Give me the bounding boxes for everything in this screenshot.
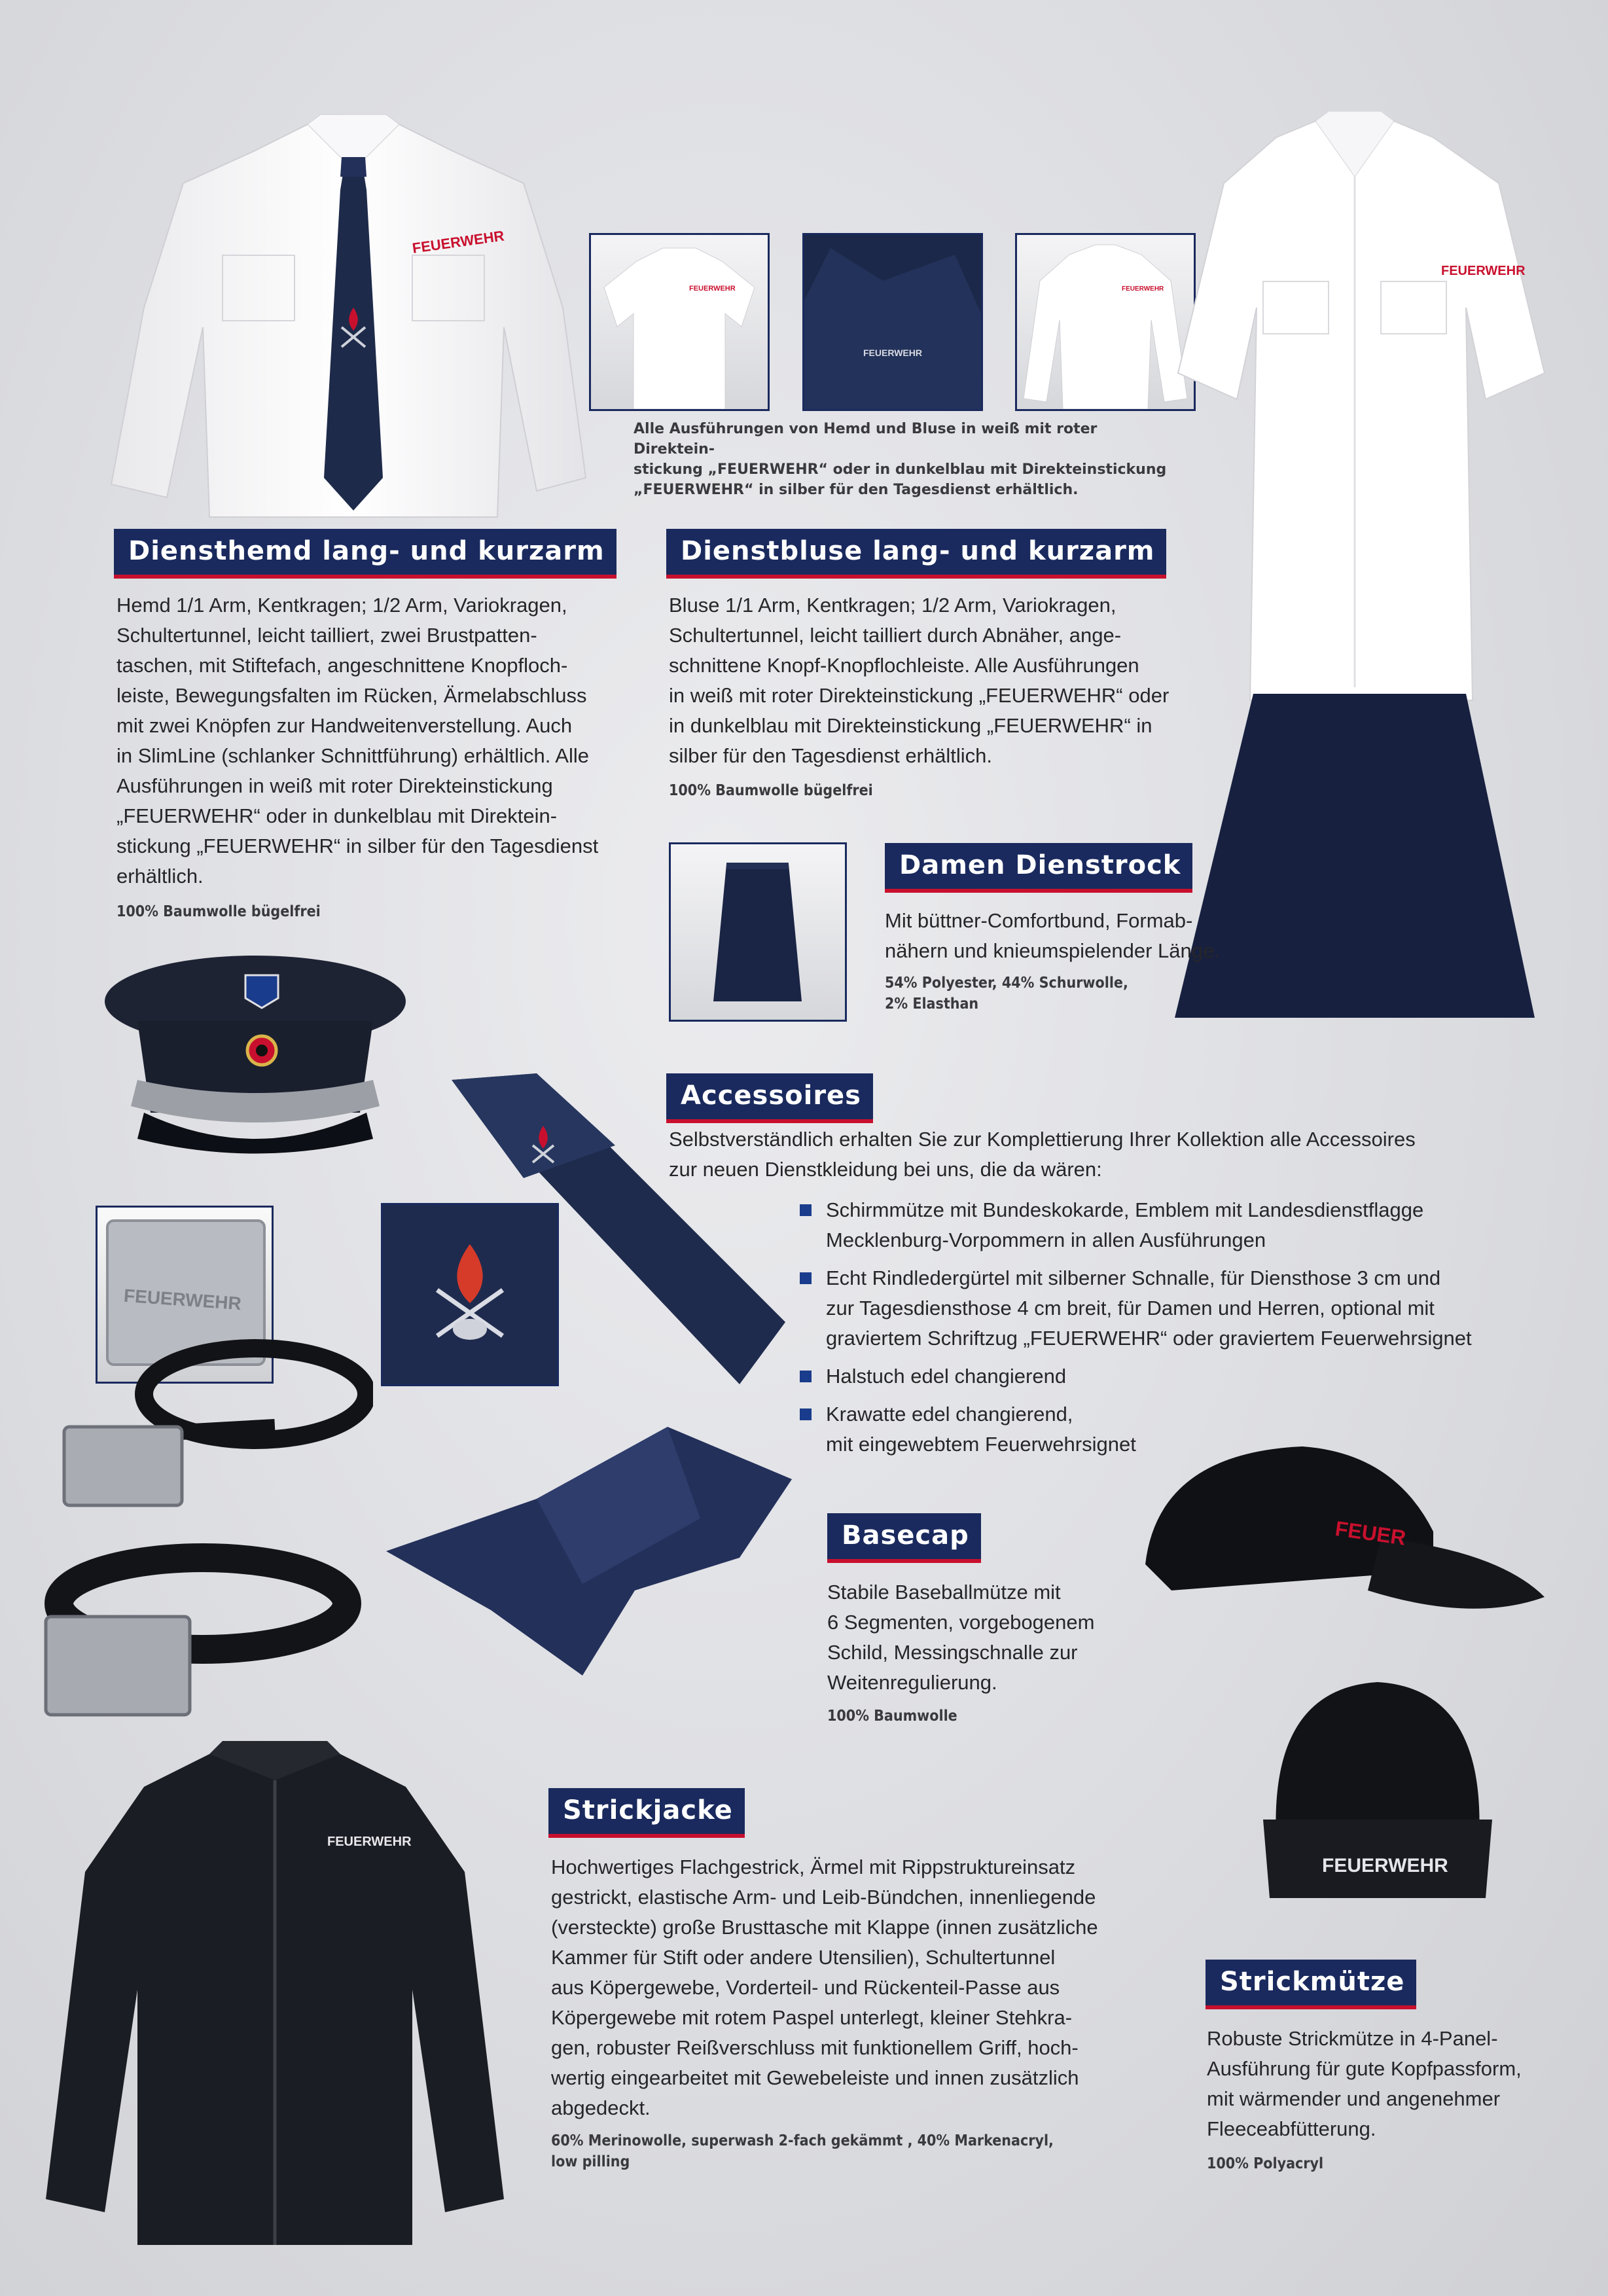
knit-jacket-photo [39, 1741, 510, 2258]
scarf-photo [386, 1427, 798, 1682]
list-item: Schirmmütze mit Bundeskokarde, Emblem mit Landesdienstflagge Mecklenburg-Vorpommern in allen Ausführungen [800, 1195, 1552, 1255]
knit-hat-photo [1250, 1676, 1505, 1911]
accessoires-list [800, 1195, 1552, 1467]
svg-text:FEUERWEHR: FEUERWEHR [327, 1835, 412, 1849]
diensthemd-material: 100% Baumwolle bügelfrei [116, 903, 321, 920]
bullet-icon [800, 1408, 812, 1420]
basecap-description: Stabile Baseballmütze mit 6 Segmenten, vorgebogenem Schild, Messingschnalle zur Weitenregulierung. [827, 1581, 1095, 1694]
knit-hat-embroidery: FEUERWEHR [1322, 1855, 1448, 1876]
svg-text:FEUERWEHR: FEUERWEHR [689, 285, 736, 293]
basecap-embroidery: FEUER [1333, 1516, 1408, 1550]
bullet-icon [800, 1204, 812, 1216]
peaked-cap-photo [98, 942, 412, 1165]
strickmuetze-title: Strickmütze [1206, 1960, 1416, 2009]
strickjacke-title: Strickjacke [548, 1788, 745, 1838]
list-item: Echt Rindledergürtel mit silberner Schnalle, für Diensthose 3 cm und zur Tagesdiensthose 4 cm breit, für Damen und Herren, optional mit graviertem Schriftzug „FEUERWEHR“ oder graviertem Feuerwehrsignet [800, 1263, 1552, 1354]
dienstrock-description: Mit büttner-Comfortbund, Formab- nähern und knieumspielender Länge. [885, 909, 1220, 962]
shirt-embroidery: FEUERWEHR [411, 227, 505, 257]
accessoires-intro: Selbstverständlich erhalten Sie zur Komplettierung Ihrer Kollektion alle Accessoires zur neuen Dienstkleidung bei uns, die da wären: [669, 1128, 1416, 1181]
skirt-thumb [669, 842, 847, 1022]
photo-caption: Alle Ausführungen von Hemd und Bluse in weiß mit roter Direktein- stickung „FEUERWEHR“ oder in dunkelblau mit Direkteinstickung „FEUERWEHR“ in silber für den Tagesdienst erhältlich. [634, 421, 1167, 498]
basecap-material: 100% Baumwolle [827, 1708, 957, 1725]
svg-text:FEUERWEHR: FEUERWEHR [1441, 264, 1526, 278]
basecap-photo [1132, 1440, 1551, 1649]
dienstbluse-material: 100% Baumwolle bügelfrei [669, 782, 873, 799]
dienstrock-title: Damen Dienstrock [885, 843, 1192, 893]
accessoires-title: Accessoires [666, 1073, 873, 1123]
thumb-short-sleeve-shirt [589, 233, 770, 411]
strickmuetze-description: Robuste Strickmütze in 4-Panel- Ausführung für gute Kopfpassform, mit wärmender und angenehmer Fleeceabfütterung. [1207, 2027, 1522, 2140]
list-item: Halstuch edel changierend [800, 1361, 1552, 1391]
svg-text:FEUERWEHR: FEUERWEHR [1122, 285, 1164, 293]
svg-text:FEUERWEHR: FEUERWEHR [863, 348, 922, 358]
strickjacke-description: Hochwertiges Flachgestrick, Ärmel mit Rippstruktureinsatz gestrickt, elastische Arm- und Leib-Bündchen, innenliegende (versteckte) große Brusttasche mit Klappe (innen zusätzliche Kammer für Stift oder andere Utensilien), Schultertunnel aus Köpergewebe, Vorderteil- und Rückenteil-Passe aus Köpergewebe mit rotem Paspel unterlegt, kleiner Stehkra- gen, robuster Reißverschluss mit funktionellem Griff, hoch- wertig eingearbeitet mit Gewebeleiste und innen zusätzlich abgedeckt. [551, 1856, 1098, 2119]
wide-belt-photo [39, 1532, 366, 1721]
belt-engraving: FEUERWEHR [123, 1285, 242, 1314]
dienstbluse-title: Dienstbluse lang- und kurzarm [666, 529, 1166, 579]
tie-emblem-thumb [381, 1203, 559, 1386]
dienstbluse-description: Bluse 1/1 Arm, Kentkragen; 1/2 Arm, Variokragen, Schultertunnel, leicht tailliert durch Abnäher, ange- schnittene Knopf-Knopflochleiste. Alle Ausführungen in weiß mit roter Direkteinstickung „FEUERWEHR“ oder in dunkelblau mit Direkteinstickung „FEUERWEHR“ in silber für den Tagesdienst erhältlich. [669, 594, 1170, 767]
belt-photo [59, 1329, 373, 1518]
diensthemd-title: Diensthemd lang- und kurzarm [114, 529, 616, 579]
bullet-icon [800, 1272, 812, 1284]
diensthemd-description: Hemd 1/1 Arm, Kentkragen; 1/2 Arm, Variokragen, Schultertunnel, leicht tailliert, zwei Brustpatten- taschen, mit Stiftefach, angeschnittene Knopfloch- leiste, Bewegungsfalten im Rücken, Ärmelabschluss mit zwei Knöpfen zur Handweitenverstellung. Auch in SlimLine (schlanker Schnittführung) erhältlich. Alle Ausführungen in weiß mit roter Direkteinstickung „FEUERWEHR“ oder in dunkelblau mit Direktein- stickung „FEUERWEHR“ in silber für den Tagesdienst erhältlich. [116, 594, 599, 888]
strickjacke-material: 60% Merinowolle, superwash 2-fach gekämmt , 40% Markenacryl, low pilling [551, 2132, 1054, 2170]
basecap-title: Basecap [827, 1513, 981, 1563]
strickmuetze-material: 100% Polyacryl [1207, 2155, 1324, 2172]
list-item: Krawatte edel changierend, mit eingewebtem Feuerwehrsignet [800, 1399, 1552, 1460]
bullet-icon [800, 1371, 812, 1382]
dienstrock-material: 54% Polyester, 44% Schurwolle, 2% Elasthan [885, 975, 1128, 1013]
shirt-with-tie-photo [105, 111, 589, 524]
blouse-and-skirt-photo [1158, 111, 1551, 1028]
thumb-navy-shirt [802, 233, 983, 411]
